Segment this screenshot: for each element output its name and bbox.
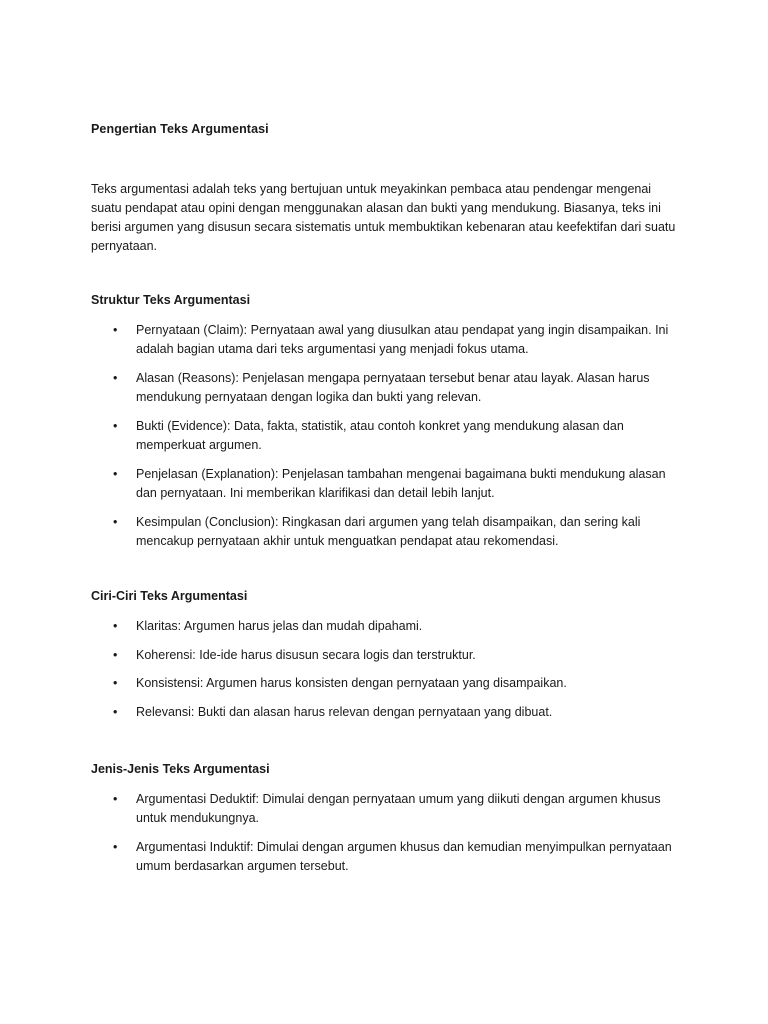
list-item — [91, 465, 681, 503]
list-item-text: Kesimpulan (Conclusion): Ringkasan dari argumen yang telah disampaikan, dan sering kali mencakup pernyataan akhir untuk menguatkan pendapat atau rekomendasi. — [136, 515, 641, 548]
list-item — [91, 838, 681, 876]
struktur-heading: Struktur Teks Argumentasi — [91, 293, 251, 307]
bullet-icon: • — [113, 371, 118, 385]
list-item-text: Relevansi: Bukti dan alasan harus relevan dengan pernyataan yang dibuat. — [136, 704, 553, 719]
bullet-icon: • — [113, 323, 118, 337]
list-item-text: Bukti (Evidence): Data, fakta, statistik, atau contoh konkret yang mendukung alasan dan memperkuat argumen. — [136, 419, 624, 452]
bullet-icon: • — [113, 792, 118, 806]
list-item-text: Klaritas: Argumen harus jelas dan mudah dipahami. — [136, 619, 423, 633]
list-item-text: Argumentasi Deduktif: Dimulai dengan pernyataan umum yang diikuti dengan argumen khusus untuk mendukungnya. — [136, 792, 661, 825]
ciri-list — [91, 617, 681, 731]
bullet-icon: • — [113, 704, 118, 719]
list-item — [91, 703, 681, 722]
intro-paragraph: Teks argumentasi adalah teks yang bertujuan untuk meyakinkan pembaca atau pendengar mengenai suatu pendapat atau opini dengan menggunakan alasan dan bukti yang mendukung. Biasanya, teks ini berisi argumen yang disusun secara sistematis untuk membuktikan kebenaran atau keefektifan dari suatu pernyataan. — [91, 182, 676, 253]
bullet-icon: • — [113, 419, 118, 433]
list-item-text: Penjelasan (Explanation): Penjelasan tambahan mengenai bagaimana bukti mendukung alasan dan pernyataan. Ini memberikan klarifikasi dan detail lebih lanjut. — [136, 467, 666, 500]
ciri-heading: Ciri-Ciri Teks Argumentasi — [91, 589, 248, 603]
list-item-text: Pernyataan (Claim): Pernyataan awal yang diusulkan atau pendapat yang ingin disampaikan. Ini adalah bagian utama dari teks argumentasi yang menjadi fokus utama. — [136, 323, 669, 356]
list-item — [91, 617, 681, 636]
jenis-list — [91, 790, 681, 886]
bullet-icon: • — [113, 515, 118, 529]
list-item — [91, 417, 681, 455]
list-item — [91, 790, 681, 828]
list-item — [91, 513, 681, 551]
document-title: Pengertian Teks Argumentasi — [91, 122, 269, 136]
list-item-text: Alasan (Reasons): Penjelasan mengapa pernyataan tersebut benar atau layak. Alasan harus mendukung pernyataan dengan logika dan bukti yang relevan. — [136, 371, 650, 404]
bullet-icon: • — [113, 840, 118, 854]
bullet-icon: • — [113, 676, 118, 690]
list-item-text: Argumentasi Induktif: Dimulai dengan argumen khusus dan kemudian menyimpulkan pernyataan umum berdasarkan argumen tersebut. — [136, 840, 672, 873]
struktur-list — [91, 321, 681, 561]
list-item-text: Koherensi: Ide-ide harus disusun secara logis dan terstruktur. — [136, 647, 476, 662]
list-item — [91, 321, 681, 359]
list-item — [91, 369, 681, 407]
list-item — [91, 646, 681, 665]
bullet-icon: • — [113, 619, 118, 633]
bullet-icon: • — [113, 467, 118, 481]
list-item — [91, 674, 681, 693]
list-item-text: Konsistensi: Argumen harus konsisten dengan pernyataan yang disampaikan. — [136, 676, 567, 690]
jenis-heading: Jenis-Jenis Teks Argumentasi — [91, 762, 270, 776]
bullet-icon: • — [113, 647, 118, 662]
